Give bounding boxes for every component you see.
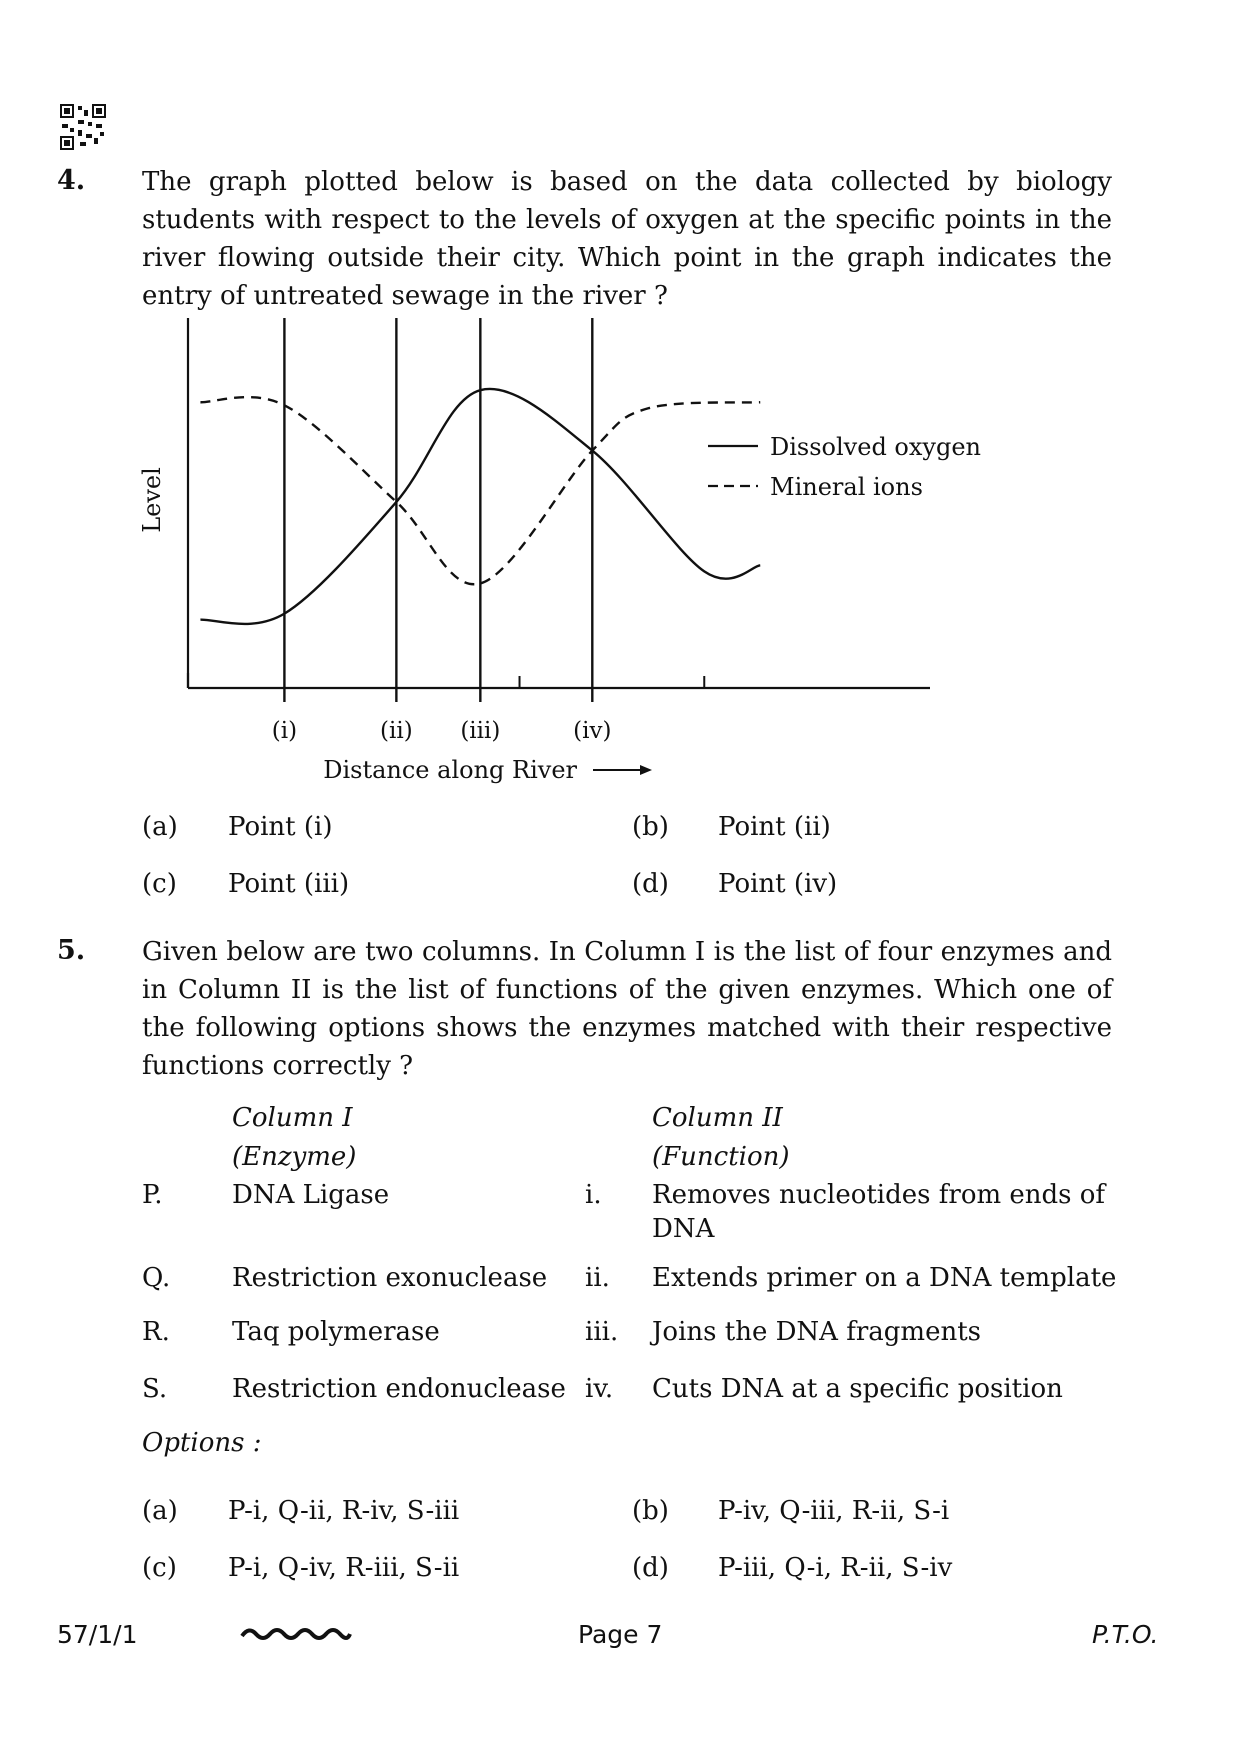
q4-option-b-key: (b) (632, 812, 669, 842)
row-key: R. (142, 1317, 170, 1347)
paper-code: 57/1/1 (57, 1620, 138, 1649)
column-2-title: Column II (652, 1103, 783, 1133)
qr-code-icon (60, 104, 106, 150)
function-key: ii. (585, 1263, 610, 1293)
x-tick-label: (i) (271, 718, 298, 744)
q5-option-c-text: P-i, Q-iv, R-iii, S-ii (228, 1553, 460, 1583)
function-key: iv. (585, 1374, 614, 1404)
row-key: S. (142, 1374, 168, 1404)
legend-dissolved-oxygen: Dissolved oxygen (770, 433, 981, 461)
x-tick-label: (ii) (380, 718, 413, 744)
x-tick-label: (iii) (460, 718, 501, 744)
legend (708, 433, 981, 501)
q4-option-c-text: Point (iii) (228, 869, 350, 899)
function-text: Joins the DNA fragments (652, 1317, 981, 1347)
x-tick-label: (iv) (573, 718, 612, 744)
y-axis-label: Level (138, 467, 166, 533)
q4-option-a-key: (a) (142, 812, 178, 842)
page-number: Page 7 (578, 1620, 663, 1649)
q4-option-a-text: Point (i) (228, 812, 333, 842)
function-text: Removes nucleotides from ends of DNA (652, 1180, 1106, 1244)
q5-option-b-text: P-iv, Q-iii, R-ii, S-i (718, 1496, 950, 1526)
wave-ornament-icon (240, 1622, 352, 1646)
q5-option-c-key: (c) (142, 1553, 177, 1583)
options-label: Options : (142, 1428, 262, 1458)
enzyme-name: DNA Ligase (232, 1180, 390, 1210)
q4-option-d-key: (d) (632, 869, 669, 899)
question-5-number: 5. (57, 935, 86, 966)
function-text: Cuts DNA at a specific position (652, 1374, 1063, 1404)
please-turn-over: P.T.O. (1092, 1620, 1159, 1649)
x-axis-arrow (593, 765, 652, 775)
q4-option-c-key: (c) (142, 869, 177, 899)
enzyme-name: Taq polymerase (232, 1317, 440, 1347)
q5-option-d-text: P-iii, Q-i, R-ii, S-iv (718, 1553, 953, 1583)
q5-option-a-text: P-i, Q-ii, R-iv, S-iii (228, 1496, 460, 1526)
enzyme-name: Restriction endonuclease (232, 1374, 566, 1404)
column-1-subtitle: (Enzyme) (232, 1142, 357, 1172)
q5-option-a-key: (a) (142, 1496, 178, 1526)
x-axis-label: Distance along River (323, 756, 577, 784)
function-text: Extends primer on a DNA template (652, 1263, 1117, 1293)
q5-option-b-key: (b) (632, 1496, 669, 1526)
function-key: iii. (585, 1317, 619, 1347)
column-1-title: Column I (232, 1103, 353, 1133)
function-key: i. (585, 1180, 602, 1210)
legend-mineral-ions: Mineral ions (770, 473, 923, 501)
question-4-number: 4. (57, 165, 86, 196)
q4-option-d-text: Point (iv) (718, 869, 838, 899)
column-2-subtitle: (Function) (652, 1142, 790, 1172)
q5-option-d-key: (d) (632, 1553, 669, 1583)
question-4-text: The graph plotted below is based on the data collected by biology students with respect to the levels of oxygen at the specific points in the river flowing outside their city. Which point in the graph indicates the entry of untreated sewage in the river ? (142, 167, 1112, 311)
row-key: P. (142, 1180, 163, 1210)
oxygen-level-chart (130, 318, 1020, 798)
row-key: Q. (142, 1263, 171, 1293)
question-5-text: Given below are two columns. In Column I is the list of four enzymes and in Column II is the list of functions of the given enzymes. Which one of the following options shows the enzymes matched with their respective functions correctly ? (142, 937, 1112, 1081)
q4-option-b-text: Point (ii) (718, 812, 831, 842)
enzyme-name: Restriction exonuclease (232, 1263, 548, 1293)
